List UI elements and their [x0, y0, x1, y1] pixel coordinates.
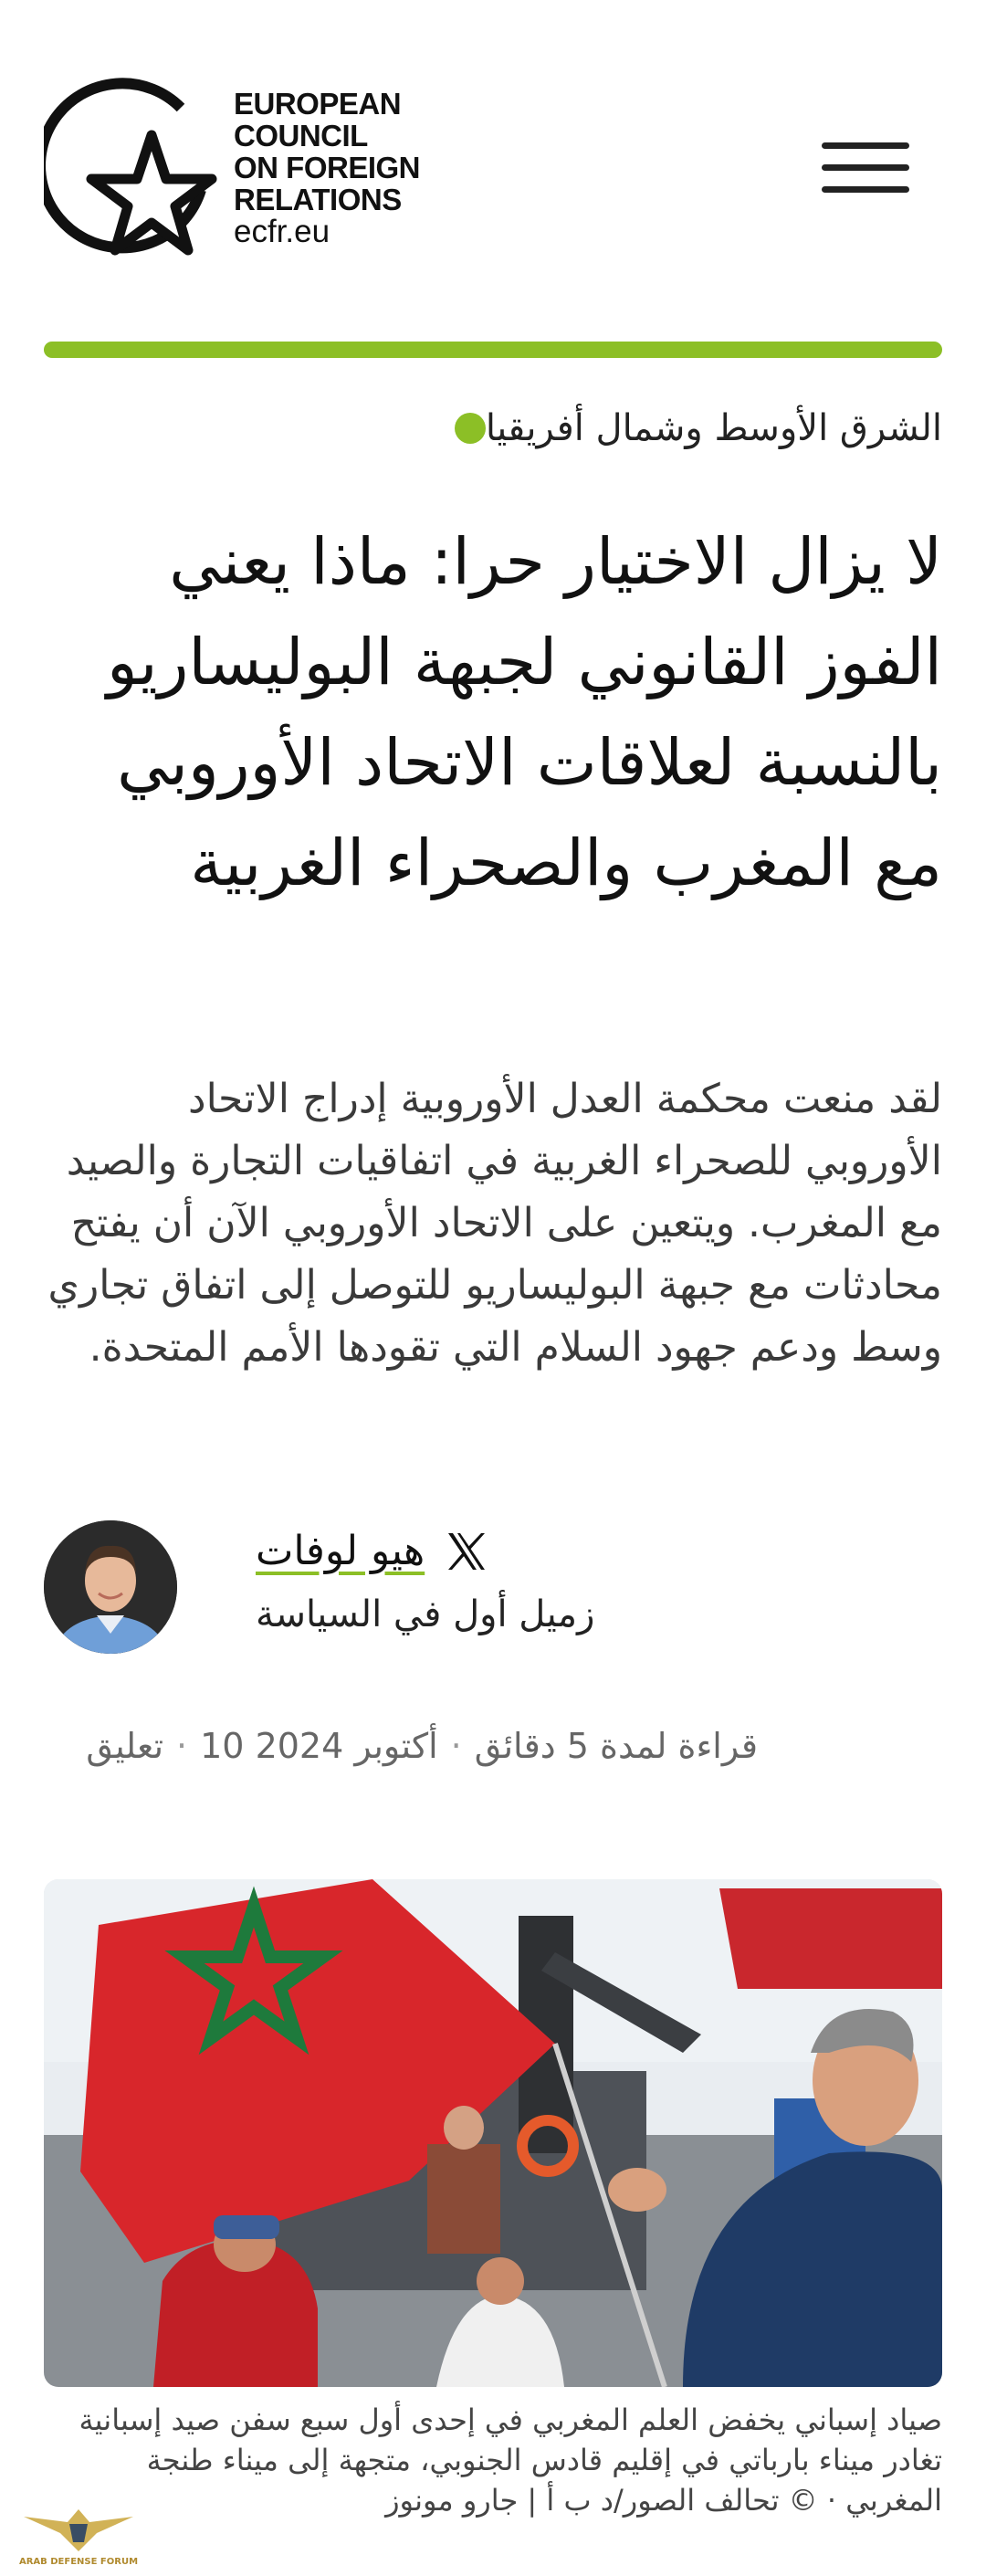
ecfr-star-logo-icon — [44, 71, 226, 272]
article-summary: لقد منعت محكمة العدل الأوروبية إدراج الاتحاد الأوروبي للصحراء الغربية في اتفاقيات التجارة والصيد مع المغرب. ويتعين على الاتحاد الأوروبي الآن أن يفتح محادثات مع جبهة البوليساريو للتوصل إلى اتفاق تجاري وسط ودعم جهود السلام التي تقودها الأمم المتحدة. — [47, 1076, 942, 1371]
read-time: قراءة لمدة 5 دقائق — [474, 1726, 758, 1766]
author-role: زميل أول في السياسة — [256, 1593, 595, 1635]
logo-line-2: COUNCIL — [234, 119, 368, 152]
article-type: تعليق — [86, 1726, 164, 1766]
logo-wordmark — [234, 88, 420, 247]
eagle-emblem-icon — [5, 2504, 152, 2557]
logo-line-1: EUROPEAN — [234, 87, 402, 121]
accent-divider — [44, 342, 942, 358]
logo-url: ecfr.eu — [234, 214, 330, 249]
publish-date: أكتوبر 2024 10 — [200, 1726, 438, 1766]
category-dot-icon — [455, 413, 486, 444]
ecfr-logo[interactable] — [44, 71, 446, 272]
author-portrait — [44, 1520, 177, 1654]
author-block — [44, 1520, 942, 1657]
forum-watermark-logo — [5, 2504, 152, 2573]
image-caption: صياد إسباني يخفض العلم المغربي في إحدى أول سبع سفن صيد إسبانية تغادر ميناء بارباتي في إقليم قادس الجنوبي، متجهة إلى ميناء طنجة المغربي · © تحالف الصور/د ب أ | جارو مونوز — [79, 2403, 942, 2518]
article-hero-image[interactable] — [44, 1879, 942, 2387]
watermark-text: ARAB DEFENSE FORUM — [18, 2557, 139, 2567]
author-name-row — [256, 1528, 488, 1574]
logo-line-3: ON FOREIGN — [234, 151, 421, 184]
category-tag[interactable] — [431, 407, 942, 449]
author-avatar[interactable] — [44, 1520, 177, 1654]
x-logo-icon[interactable] — [445, 1530, 488, 1573]
category-label: الشرق الأوسط وشمال أفريقيا — [485, 407, 942, 449]
hamburger-menu-icon[interactable] — [822, 142, 913, 201]
author-name-link[interactable]: هيو لوفات — [256, 1528, 425, 1574]
fishing-boat-photo — [44, 1879, 942, 2387]
article-meta: قراءة لمدة 5 دقائق·أكتوبر 2024 10·تعليق — [86, 1726, 758, 1766]
site-header — [0, 0, 986, 347]
logo-line-4: RELATIONS — [234, 183, 402, 216]
article-title: لا يزال الاختيار حرا: ماذا يعني الفوز القانوني لجبهة البوليساريو بالنسبة لعلاقات الاتحاد الأوروبي مع المغرب والصحراء الغربية — [106, 524, 942, 900]
